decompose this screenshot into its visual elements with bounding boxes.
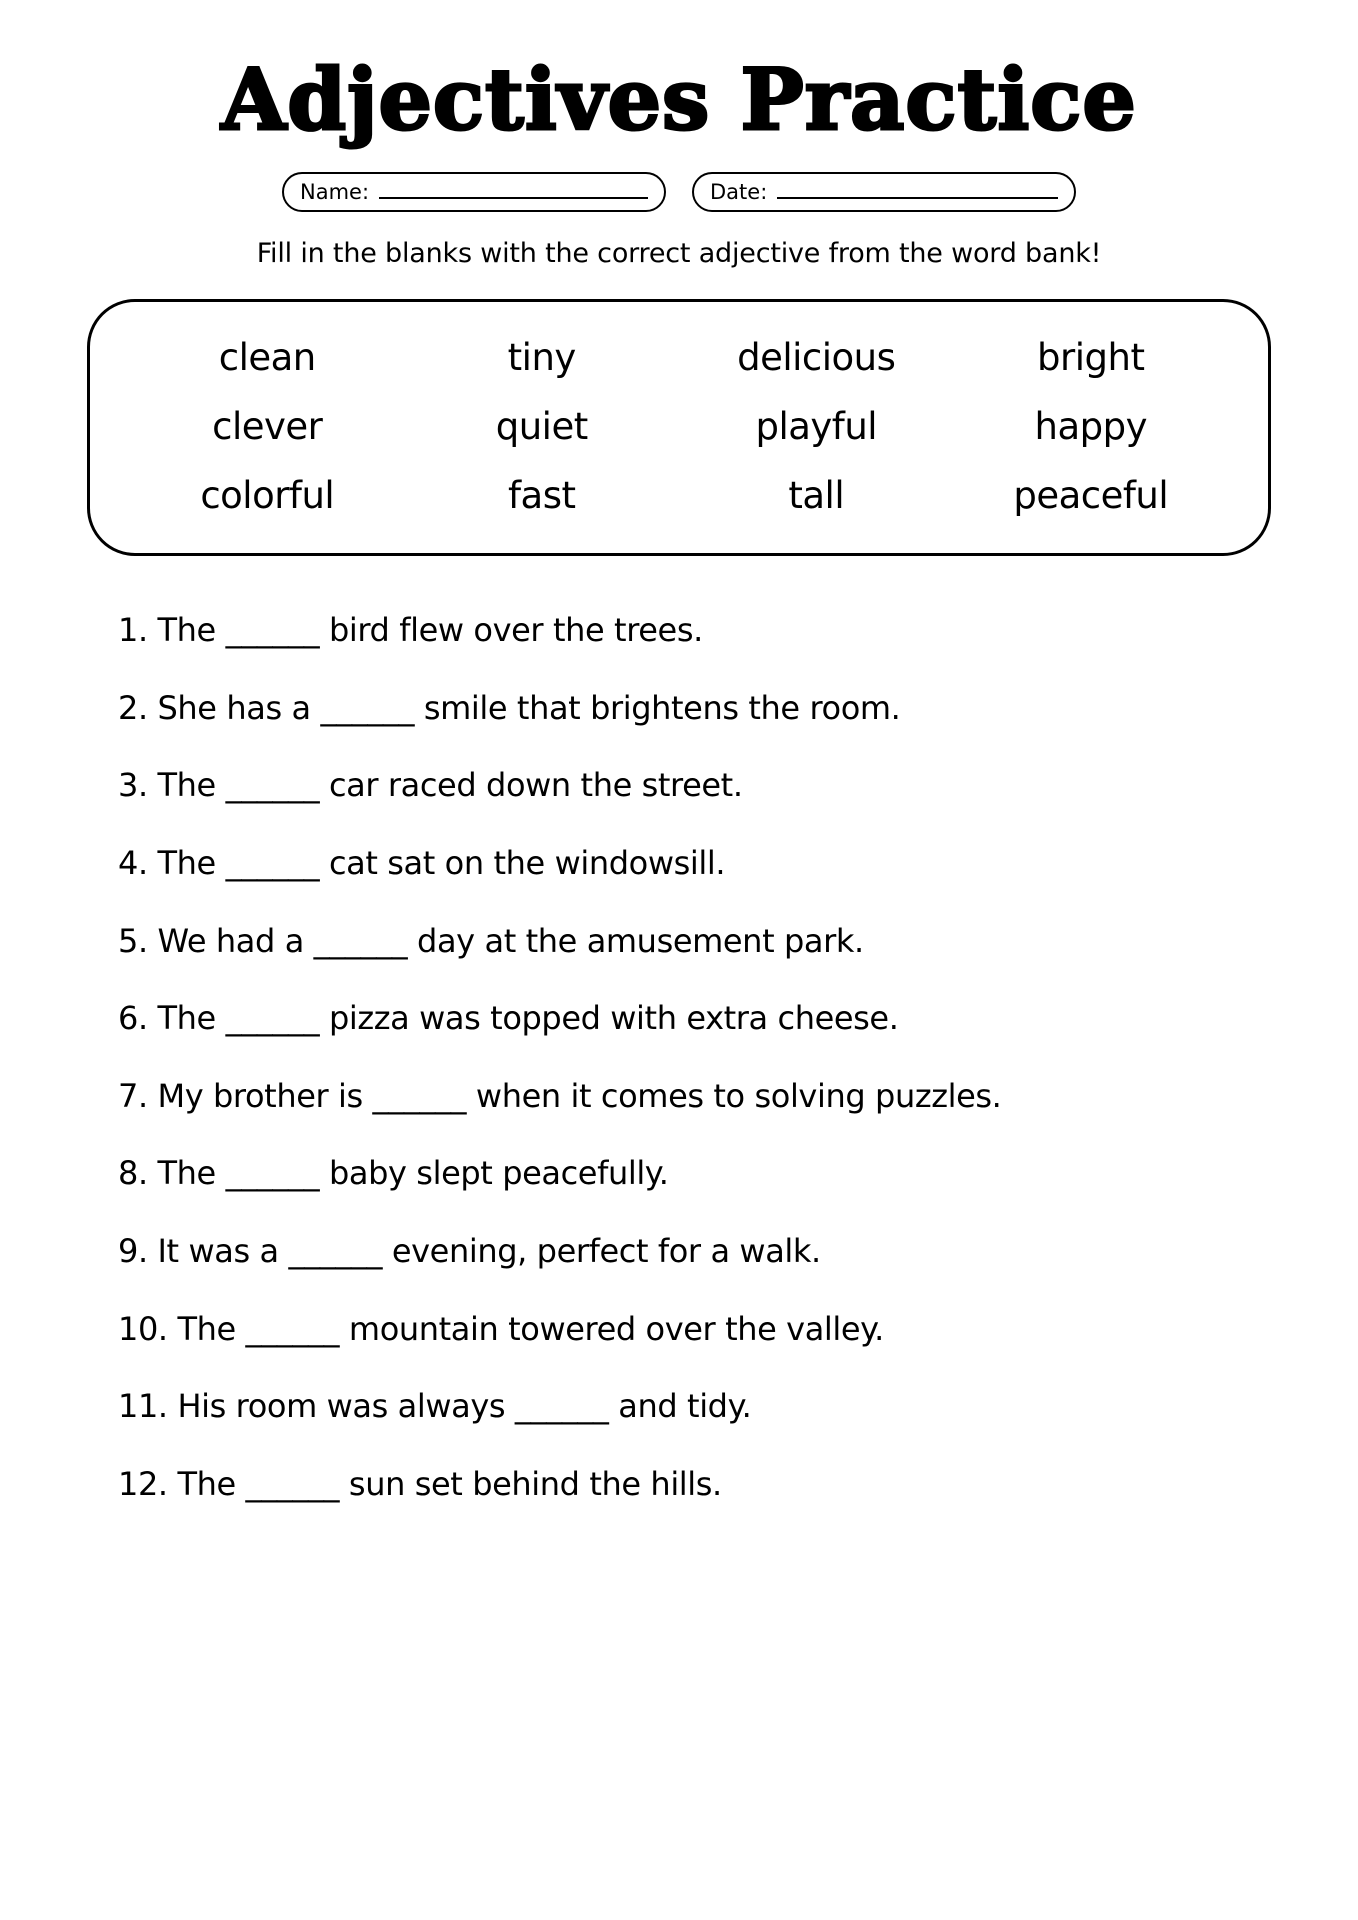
word-bank-row	[130, 405, 1228, 448]
instruction-text: Fill in the blanks with the correct adjective from the word bank!	[256, 238, 1102, 270]
question-item[interactable]: 2. She has a ______ smile that brightens the room.	[118, 688, 901, 727]
name-field-line	[379, 197, 648, 199]
question-item[interactable]: 12. The ______ sun set behind the hills.	[118, 1464, 722, 1503]
word-bank-word: quiet	[495, 405, 588, 449]
date-field[interactable]	[692, 172, 1076, 212]
name-date-row	[0, 172, 1358, 212]
word-bank-row	[130, 336, 1228, 379]
question-item[interactable]: 9. It was a ______ evening, perfect for a walk.	[118, 1231, 821, 1270]
word-bank-word: playful	[755, 405, 878, 449]
question-item[interactable]: 7. My brother is ______ when it comes to solving puzzles.	[118, 1076, 1002, 1115]
word-bank	[87, 299, 1271, 556]
question-item[interactable]: 1. The ______ bird flew over the trees.	[118, 611, 703, 650]
word-bank-word: bright	[1037, 336, 1145, 380]
word-bank-row	[130, 474, 1228, 517]
date-field-line	[777, 197, 1058, 199]
question-item[interactable]: 3. The ______ car raced down the street.	[118, 766, 743, 805]
question-item[interactable]: 8. The ______ baby slept peacefully.	[118, 1154, 669, 1193]
question-list	[118, 611, 1298, 1503]
word-bank-word: tall	[788, 474, 845, 518]
question-item[interactable]: 11. His room was always ______ and tidy.	[118, 1387, 752, 1426]
name-field-label: Name:	[300, 180, 370, 205]
question-item[interactable]: 10. The ______ mountain towered over the valley.	[118, 1309, 884, 1348]
word-bank-word: colorful	[200, 474, 335, 518]
question-item[interactable]: 5. We had a ______ day at the amusement park.	[118, 921, 864, 960]
word-bank-word: happy	[1034, 405, 1147, 449]
name-field[interactable]	[282, 172, 666, 212]
date-field-label: Date:	[710, 180, 768, 205]
question-item[interactable]: 6. The ______ pizza was topped with extra cheese.	[118, 999, 899, 1038]
page-title: Adjectives Practice	[221, 50, 1137, 149]
word-bank-word: tiny	[507, 336, 576, 380]
question-item[interactable]: 4. The ______ cat sat on the windowsill.	[118, 843, 726, 882]
word-bank-word: clean	[218, 336, 316, 380]
word-bank-word: clever	[212, 405, 323, 449]
word-bank-word: delicious	[737, 336, 896, 380]
word-bank-word: fast	[508, 474, 576, 518]
word-bank-word: peaceful	[1013, 474, 1169, 518]
